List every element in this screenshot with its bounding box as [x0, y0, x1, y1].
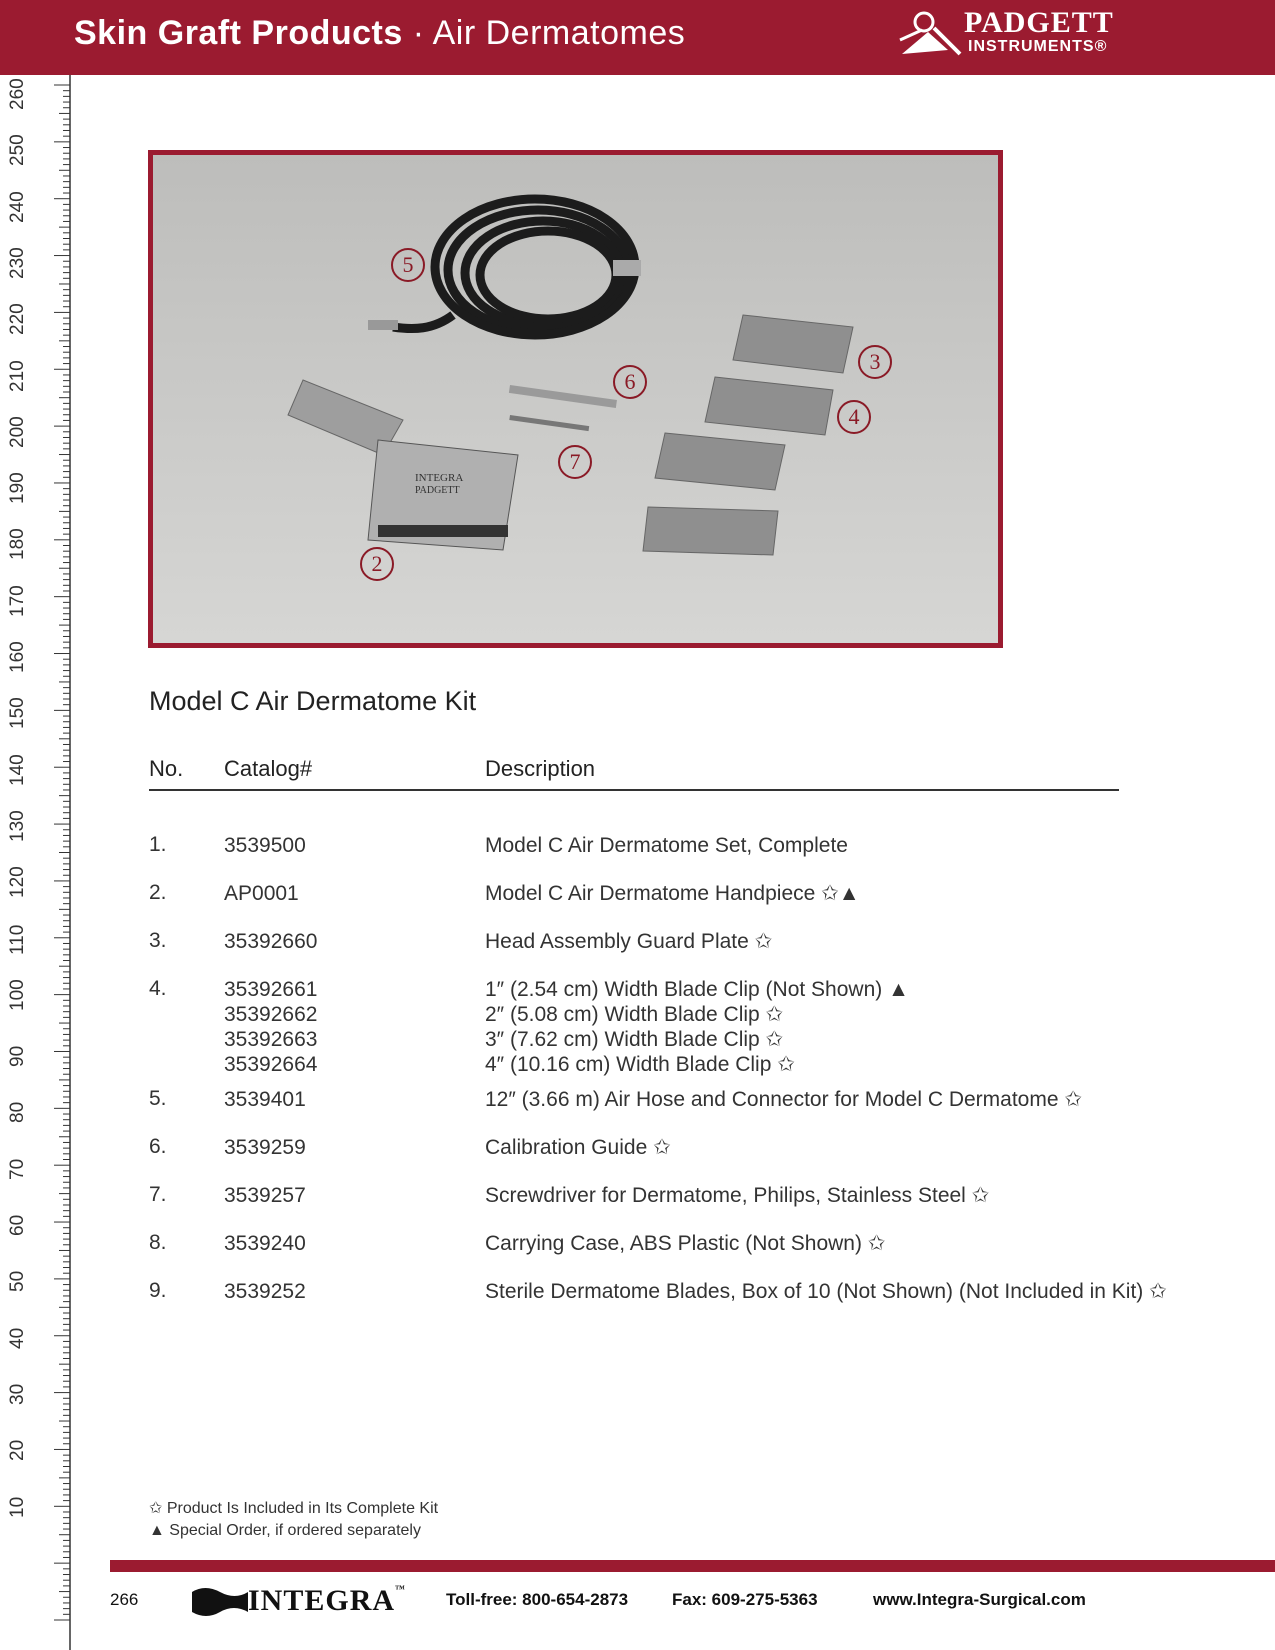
ruler-label: 160 — [7, 641, 28, 673]
row-catalog — [224, 881, 299, 906]
ruler-label: 260 — [7, 78, 28, 110]
row-description — [485, 1087, 1082, 1112]
description-line: Model C Air Dermatome Set, Complete — [485, 834, 848, 857]
integra-tm: ™ — [395, 1584, 407, 1595]
row-catalog — [224, 929, 317, 954]
row-catalog — [224, 1231, 306, 1256]
legend-triangle: ▲ Special Order, if ordered separately — [149, 1522, 421, 1539]
ruler-label: 120 — [7, 866, 28, 899]
description-line: Carrying Case, ABS Plastic (Not Shown) ✩ — [485, 1232, 886, 1255]
integra-logo — [190, 1582, 407, 1620]
row-number: 9. — [149, 1279, 167, 1302]
ruler-label: 150 — [7, 697, 28, 730]
padgett-mark-icon — [898, 10, 962, 58]
ruler-label: 100 — [7, 979, 28, 1011]
description-line: 4″ (10.16 cm) Width Blade Clip ✩ — [485, 1053, 795, 1076]
ruler-label: 210 — [7, 359, 28, 392]
padgett-brand-sub-text: INSTRUMENTS — [968, 38, 1095, 55]
row-catalog — [224, 1135, 306, 1160]
catalog-number: 3539500 — [224, 834, 306, 857]
ruler-label: 200 — [7, 416, 28, 448]
row-description — [485, 929, 772, 954]
description-line: Model C Air Dermatome Handpiece ✩▲ — [485, 882, 860, 905]
page-title — [74, 14, 685, 53]
padgett-brand-sub — [968, 39, 1107, 55]
row-description — [485, 881, 860, 906]
ruler-label: 250 — [7, 134, 28, 167]
page-ruler — [0, 75, 80, 1650]
integra-word — [248, 1584, 406, 1618]
description-line: Sterile Dermatome Blades, Box of 10 (Not Shown) (Not Included in Kit) ✩ — [485, 1280, 1167, 1303]
row-number: 8. — [149, 1231, 167, 1254]
catalog-number: 3539252 — [224, 1280, 306, 1303]
callout-6: 6 — [613, 365, 647, 399]
description-line: 2″ (5.08 cm) Width Blade Clip ✩ — [485, 1003, 784, 1026]
row-catalog — [224, 833, 306, 858]
ruler-label: 60 — [7, 1214, 28, 1236]
hose-connector — [368, 320, 398, 330]
page-header — [0, 0, 1275, 75]
header-rule — [149, 789, 1119, 791]
ruler-label: 90 — [7, 1045, 28, 1068]
product-illustration — [153, 155, 998, 643]
ruler-label: 190 — [7, 472, 28, 505]
ruler-label: 180 — [7, 528, 28, 561]
row-description — [485, 1279, 1167, 1304]
ruler-label: 140 — [7, 753, 28, 786]
hose-fitting — [613, 260, 641, 276]
callout-7: 7 — [558, 445, 592, 479]
header-catalog: Catalog# — [224, 756, 313, 781]
description-line: 1″ (2.54 cm) Width Blade Clip (Not Shown) ▲ — [485, 978, 909, 1001]
ruler-label: 10 — [7, 1496, 28, 1518]
row-number: 6. — [149, 1135, 167, 1158]
catalog-number: 35392664 — [224, 1053, 318, 1076]
ruler-label: 220 — [7, 303, 28, 336]
ruler-label: 40 — [7, 1327, 28, 1349]
description-line: 3″ (7.62 cm) Width Blade Clip ✩ — [485, 1028, 784, 1051]
ruler-label: 50 — [7, 1271, 28, 1293]
row-number: 3. — [149, 929, 167, 952]
integra-flag-icon — [190, 1582, 250, 1620]
row-number: 4. — [149, 977, 167, 1000]
catalog-number: AP0001 — [224, 882, 299, 905]
catalog-number: 35392662 — [224, 1003, 318, 1026]
fax: Fax: 609-275-5363 — [672, 1590, 818, 1609]
website: www.Integra-Surgical.com — [873, 1590, 1086, 1609]
title-sub: Air Dermatomes — [432, 14, 686, 52]
kit-title: Model C Air Dermatome Kit — [149, 686, 477, 716]
tollfree: Toll-free: 800-654-2873 — [446, 1590, 629, 1609]
row-number: 1. — [149, 833, 167, 856]
description-line: 12″ (3.66 m) Air Hose and Connector for Model C Dermatome ✩ — [485, 1088, 1082, 1111]
ruler-label: 80 — [7, 1102, 28, 1124]
row-description — [485, 977, 909, 1077]
callout-4: 4 — [837, 400, 871, 434]
catalog-number: 3539259 — [224, 1136, 306, 1159]
catalog-number: 3539257 — [224, 1184, 306, 1207]
footer-bar — [110, 1560, 1275, 1572]
padgett-reg-mark: ® — [1094, 38, 1108, 55]
ruler-label: 230 — [7, 247, 28, 279]
row-number: 7. — [149, 1183, 167, 1206]
callout-2: 2 — [360, 547, 394, 581]
catalog-number: 35392660 — [224, 930, 318, 953]
ruler-label: 110 — [7, 924, 28, 955]
row-description — [485, 1135, 671, 1160]
legend-star: ✩ Product Is Included in Its Complete Kit — [149, 1500, 439, 1517]
ruler-label: 30 — [7, 1383, 28, 1405]
ruler-label: 240 — [7, 190, 28, 223]
padgett-brand: PADGETT — [964, 6, 1114, 39]
product-photo — [148, 150, 1003, 648]
row-number: 2. — [149, 881, 167, 904]
callout-3: 3 — [858, 345, 892, 379]
catalog-number: 35392663 — [224, 1028, 318, 1051]
row-catalog — [224, 1279, 306, 1304]
header-description: Description — [485, 756, 596, 781]
page-number: 266 — [110, 1590, 139, 1609]
row-catalog — [224, 977, 317, 1077]
catalog-number: 3539401 — [224, 1088, 306, 1111]
ruler-label: 20 — [7, 1440, 28, 1462]
integra-word-text: INTEGRA — [248, 1584, 396, 1617]
ruler-label: 70 — [7, 1158, 28, 1180]
padgett-logo — [898, 8, 1130, 60]
description-line: Calibration Guide ✩ — [485, 1136, 671, 1159]
row-catalog — [224, 1183, 306, 1208]
catalog-number: 3539240 — [224, 1232, 306, 1255]
row-catalog — [224, 1087, 306, 1112]
description-line: Head Assembly Guard Plate ✩ — [485, 930, 773, 953]
row-description — [485, 1183, 989, 1208]
description-line: Screwdriver for Dermatome, Philips, Stainless Steel ✩ — [485, 1184, 990, 1207]
handpiece-label-2: PADGETT — [415, 485, 460, 496]
callout-5: 5 — [391, 248, 425, 282]
row-description — [485, 1231, 885, 1256]
title-separator: · — [402, 14, 433, 52]
handpiece-label: INTEGRA — [415, 472, 464, 484]
ruler-label: 170 — [7, 584, 28, 617]
header-no: No. — [149, 756, 184, 781]
title-main: Skin Graft Products — [74, 14, 403, 52]
catalog-number: 35392661 — [224, 978, 318, 1001]
row-description — [485, 833, 848, 858]
row-number: 5. — [149, 1087, 167, 1110]
ruler-label: 130 — [7, 810, 28, 842]
